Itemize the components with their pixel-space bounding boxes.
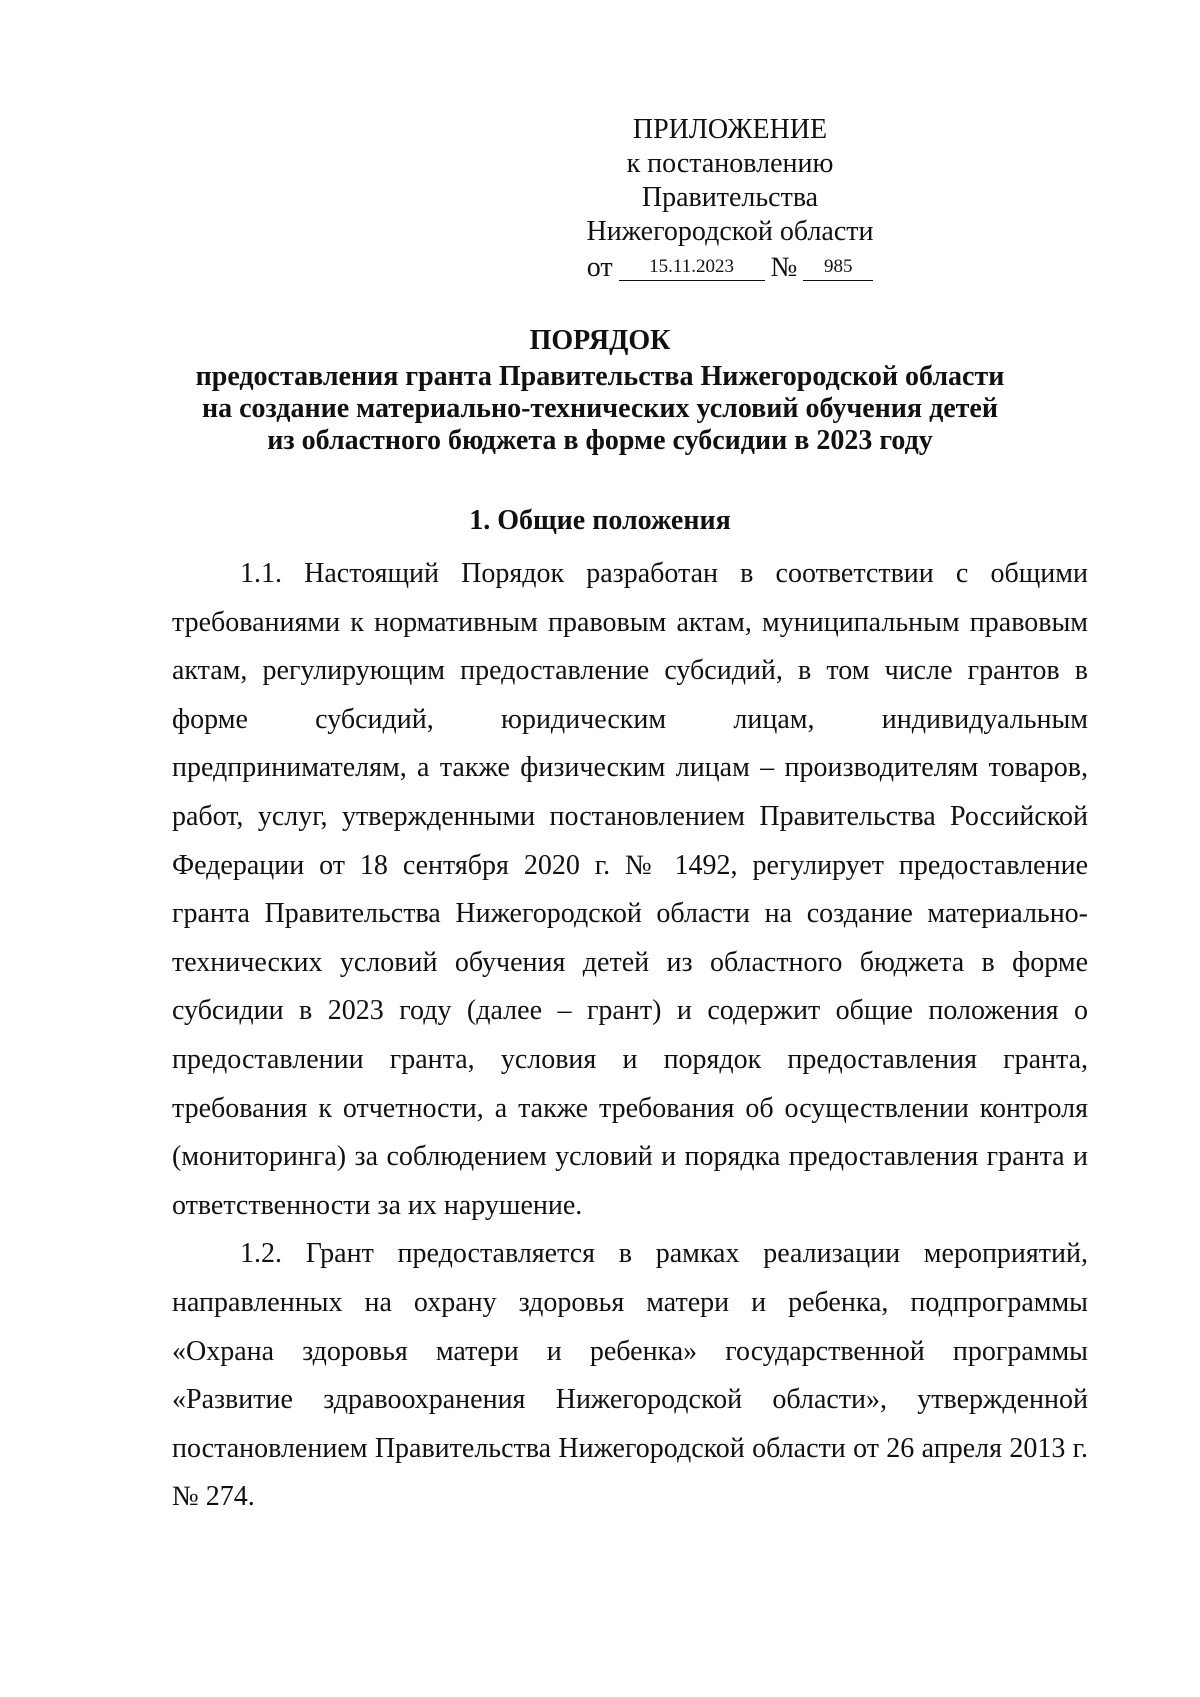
title-line-2: на создание материально-технических условий обучения детей: [201, 393, 998, 424]
appendix-reference-line: [540, 251, 920, 285]
title-line-3: из областного бюджета в форме субсидии в 2023 году: [267, 425, 933, 456]
appendix-block: [540, 113, 920, 285]
appendix-line-region: Нижегородской области: [586, 216, 874, 247]
title-line-1: предоставления гранта Правительства Нижегородской области: [195, 361, 1005, 392]
resolution-number: 985: [803, 256, 873, 281]
body-text: [172, 550, 1088, 1522]
section-heading: 1. Общие положения: [469, 505, 731, 536]
paragraph-1-1: 1.1. Настоящий Порядок разработан в соответствии с общими требованиями к нормативным правовым актам, муниципальным правовым актам, регулирующим предоставление субсидий, в том числе грантов в форме субсидий, юридическим лицам, индивидуальным предпринимателям, а также физическим лицам – производителям товаров, работ, услуг, утвержденными постановлением Правительства Российской Федерации от 18 сентября 2020 г. № 1492, регулирует предоставление гранта Правительства Нижегородской области на создание материально-технических условий обучения детей из областного бюджета в форме субсидии в 2023 году (далее – грант) и содержит общие положения о предоставлении гранта, условия и порядок предоставления гранта, требования к отчетности, а также требования об осуществлении контроля (мониторинга) за соблюдением условий и порядка предоставления гранта и ответственности за их нарушение.: [172, 558, 1088, 1221]
appendix-title: ПРИЛОЖЕНИЕ: [632, 114, 828, 145]
number-label: №: [770, 252, 798, 283]
title-main: ПОРЯДОК: [529, 325, 671, 356]
appendix-line-resolution: к постановлению Правительства: [626, 148, 834, 213]
paragraph-1-2: 1.2. Грант предоставляется в рамках реализации мероприятий, направленных на охрану здоровья матери и ребенка, подпрограммы «Охрана здоровья матери и ребенка» государственной программы «Развитие здравоохранения Нижегородской области», утвержденной постановлением Правительства Нижегородской области от 26 апреля 2013 г. № 274.: [172, 1238, 1088, 1513]
document-title: [160, 325, 1040, 457]
from-label: от: [586, 252, 613, 283]
resolution-date: 15.11.2023: [619, 256, 765, 281]
